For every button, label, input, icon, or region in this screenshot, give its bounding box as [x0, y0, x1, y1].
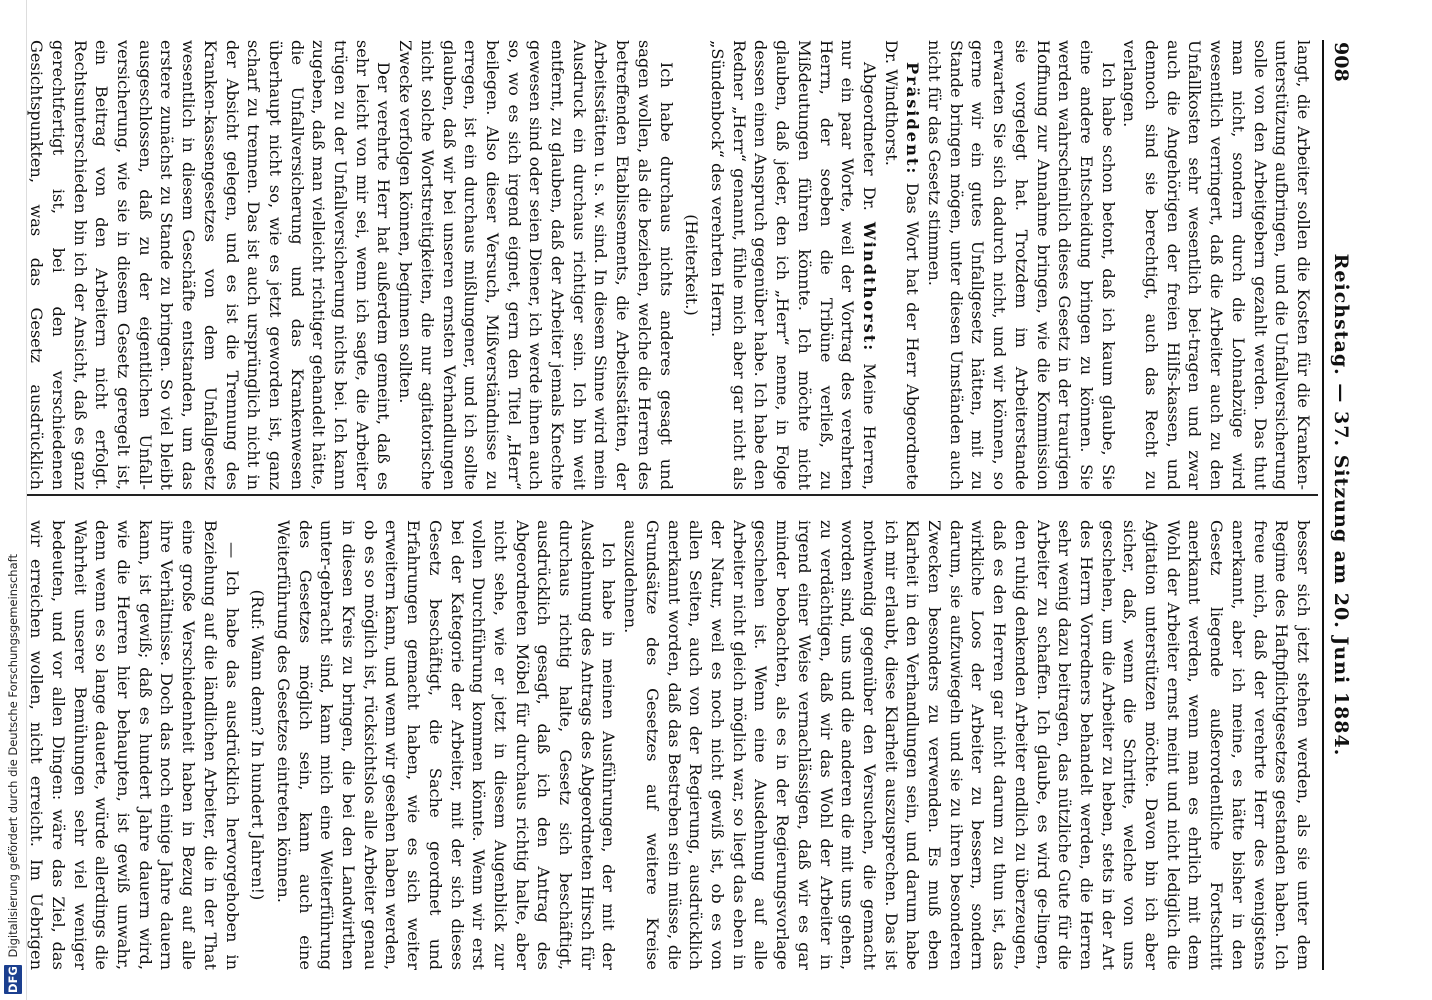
page-header [1322, 40, 1358, 970]
dfg-logo: DFG [6, 966, 20, 993]
paragraph: Ich habe schon betont, daß ich kaum glaube, Sie eine andere Entscheidung bringen zu können. Sie werden wahrscheinlich dieses Gesetz in der traurigen Hoffnung zur Annahme bringen, wie die Kommission sie vorgelegt hat. Trotzdem im Arbeiterstande erwarten Sie sich dadurch nicht, und wir können, so gerne wir ein gutes Unfallgesetz hätten, mit zu Stande bringen mögen, unter diesen Umständen auch nicht für das Gesetz stimmen. [925, 40, 1118, 490]
speaker-label: Präsident: [903, 62, 923, 176]
interjection: (Ruf: Wann denn? In hundert Jahren!) [248, 589, 268, 901]
paragraph: besser sich jetzt stehen werden, als sie unter dem Regime des Haftpflichtgesetzes gestanden haben. Ich freue mich, daß der verehrte Herr des wenigstens anerkannt, aber ich meine, es hätte bisher in den Gesetz liegende außerordentliche Fortschritt anerkannt werden, wenn man es ehrlich mit dem Wohl der Arbeiter ernst meint und nicht lediglich die Agitation unterstützen möchte. Davon bin ich aber sicher, daß, wenn die Schritte, welche von uns geschehen, um die Arbeiter zu heben, stets in der Art des Herrn Vorredners behandelt werden, die Herren sehr wenig dazu beitragen, das nützliche Gute für die Arbeiter zu schaffen. Ich glaube, es wird ge-lingen, den ruhig denkenden Arbeiter endlich zu überzeugen, daß es den Herren gar nicht darum zu thun ist, das wirkliche Loos der Arbeiter zu bessern, sondern darum, sie aufzuwiegeln und sie zu ihren besonderen Zwecken besonders zu verwenden. Es muß eben Klarheit in den Verhandlungen sein, und darum habe ich mir erlaubt, diese Klarheit auszusprechen. Das ist nothwendig gegenüber den Versuchen, die gemacht worden sind, uns und die anderen die mit uns gehen, zu verdächtigen, daß wir das Wohl der Arbeiter in irgend einer Weise vernachlässigen, daß wir es gar minder beobachten, als es in der Regierungsvorlage geschehen ist. Wenn eine Ausdehnung auf alle Arbeiter nicht gleich möglich war, so liegt das eben in der Natur, weil es noch nicht gewiß ist, ob es von allen Seiten, auch von der Regierung, ausdrücklich anerkannt worden, daß das Bestreben sein müsse, die Grundsätze des Gesetzes auf weitere Kreise auszudehnen. [621, 520, 1313, 970]
paragraph: Ich habe durchaus nichts anderes gesagt und sagen wollen, als die beziehen, welche die Herren des betreffenden Etablissements, die Arbeitsstätten, der Arbeitsstätten u. s. w. sind. In diesem Sinne wird mein Ausdruck ein durchaus richtiger sein. Ich bin weit entfernt, zu glauben, daß der Arbeiter jemals Knechte gewesen sind oder seien Diener, ich werde ihnen auch so, wo es sich irgend eignet, gern den Titel „Herr“ beilegen. Also dieser Versuch, Mißverständnisse zu erregen, ist ein durchaus mißlungener, und ich sollte glauben, daß wir bei unseren ernsten Verhandlungen nicht solche Wortstreitigkeiten, die nur agitatorische Zwecke verfolgen können, beginnen sollten. [396, 40, 676, 490]
digitization-footer [0, 0, 27, 1000]
paragraph: Ich habe in meinen Ausführungen, der mit der Ausdehnung des Antrags des Abgeordneten Hirsch für durchaus richtig halte, Gesetz sich beschäftigt, ausdrücklich gesagt, daß ich den Antrag des Abgeordneten Möbel für durchaus richtig halte, aber nicht sehe, wie er jetzt in diesem Augenblick zur vollen Durchführung kommen könnte. Wenn wir erst bei der Kategorie der Arbeiter, mit der sich dieses Gesetz beschäftigt, die Sache geordnet und Erfahrungen gemacht haben, wie es sich weiter erweitern kann, und wenn wir gesehen haben werden, ob es so möglich ist, rücksichtslos alle Arbeiter genau in diesen Kreis zu bringen, die bei den Landwirthen unter-gebracht sind, kann mich eine Weiterführung des Gesetzes möglich sein, kann auch eine Weiterführung des Gesetzes eintreten können. [273, 520, 619, 970]
speech-text: Meine Herren, nur ein paar Worte, weil der Vortrag des verehrten Herrn, der soeben die Tribüne verließ, zu Mißdeutungen führen könnte. Ich möchte nicht glauben, daß jeder, den ich „Herr“ nenne, in Folge dessen einen Anspruch gegenüber habe. Ich habe den Redner „Herr“ genannt, fühle mich aber gar nicht als „Sündenbock“ des verehrten Herrn. [708, 40, 879, 490]
stage-direction: (Heiterkeit.) [682, 214, 702, 316]
statement-text: Das Wort hat der Herr Abgeordnete Dr. Windthorst. [881, 40, 923, 490]
speaker-intro: Abgeordneter Dr. [859, 62, 879, 211]
paragraph: langt, die Arbeiter sollen die Kosten für die Kranken-unterstützung aufbringen, und die Unfallversicherung solle von den Arbeitgebern gezahlt werden. Das thut man nicht, sondern durch die Lohnabzüge wird wesentlich verringert, daß die Arbeiter auch zu den Unfallkosten sehr wesentlich bei-tragen und zwar auch die Angehörigen der freien Hilfs-kassen, und dennoch sind sie berechtigt, auch das Recht zu verlangen. [1120, 40, 1313, 490]
speech-paragraph [706, 40, 880, 490]
digitization-note [4, 554, 22, 994]
speaker-name: Windthorst: [859, 221, 879, 353]
running-title: Reichstag. — 37. Sitzung am 20. Juni 1884. [1330, 253, 1352, 757]
right-column [14, 520, 1314, 970]
paragraph: Der verehrte Herr hat außerdem gemeint, daß es sehr leicht von mir sei, wenn ich sagte, die Arbeiter trügen zu der Unfallversicherung nichts bei. Ich kann zugeben, daß man vielleicht richtiger gehandelt hätte, die Unfallversicherung und das Krankenwesen überhaupt nicht so, wie es jetzt geworden ist, ganz scharf zu trennen. Das ist auch ursprünglich nicht in der Absicht gelegen, und es ist die Trennung des Kranken-kassengesetzes von dem Unfallgesetz wesentlich in diesem Geschäfte entstanden, um das erstere zunächst zu Stande zu bringen. So viel bleibt ausgeschlossen, daß zu der eigentlichen Unfall-versicherung, wie sie in diesem Gesetz geregelt ist, ein Beitrag von den Arbeitern nicht erfolgt. Rechtsunterschieden bin ich der Ansicht, daß es ganz gerechtfertigt ist, bei den verschiedenen Gesichtspunkten, was das Gesetz ausdrücklich [27, 40, 394, 490]
digitization-text: Digitalisierung gefördert durch die Deutsche Forschungsgemeinschaft [6, 554, 20, 958]
president-statement [880, 40, 923, 490]
page-number: 908 [1330, 42, 1352, 82]
left-column [14, 40, 1314, 490]
column-divider [8, 494, 1318, 496]
paragraph: — Ich habe das ausdrücklich hervorgehoben in Beziehung auf die ländlichen Arbeiter, die in der That eine große Verschiedenheit haben in Bezug auf alle ihre Verhältnisse. Doch das noch einige Jahre dauern kann, ist gewiß; daß es hundert Jahre dauern wird, wie die Herren hier behaupten, ist gewiß unwahr, denn wenn es so lange dauerte, würde allerdings die Wahrheit unserer Bemühungen sehr viel weniger bedeuten, und vor allen Dingen: wäre das Ziel, das wir erreichen wollen, nicht erreicht. Im Uebrigen [27, 520, 242, 970]
